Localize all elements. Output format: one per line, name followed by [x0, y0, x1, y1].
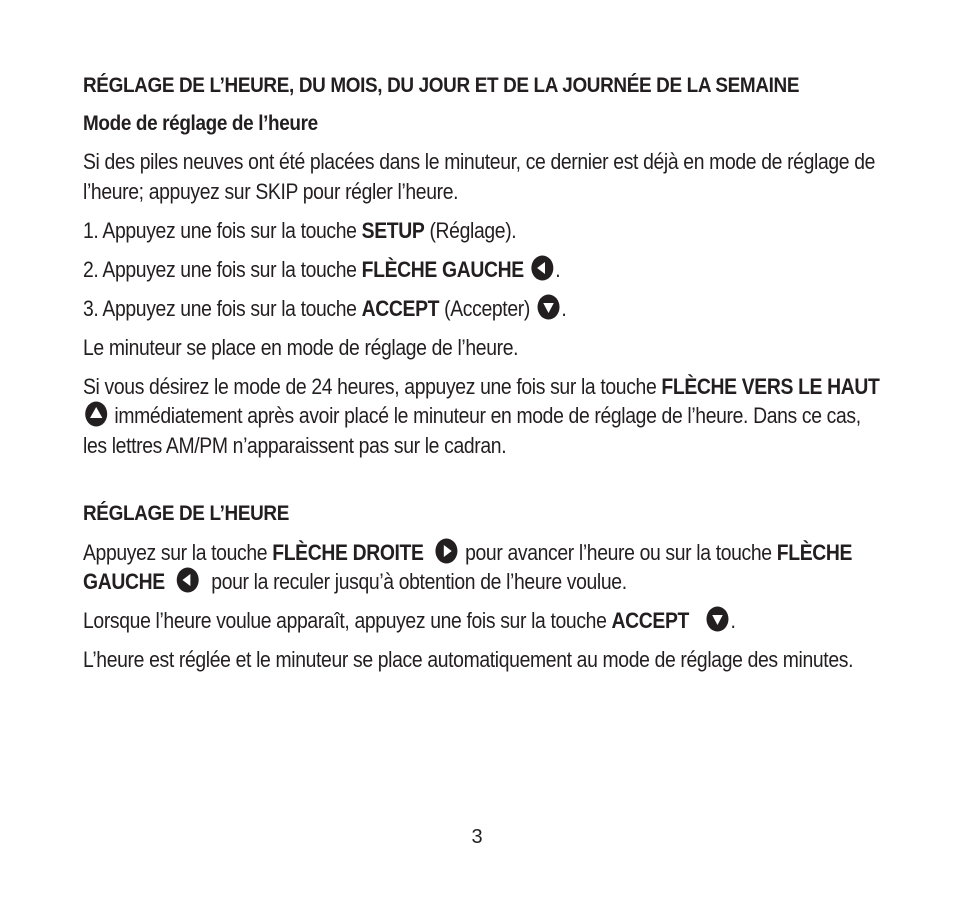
key-right-arrow: FLÈCHE DROITE — [272, 539, 424, 565]
arrow-down-icon — [537, 294, 560, 320]
intro-paragraph: Si des piles neuves ont été placées dans le minuteur, ce dernier est déjà en mode de réglage de l’heure; appuyez sur SKIP pour régler l’heure. — [83, 149, 876, 204]
section-heading-main: RÉGLAGE DE L’HEURE, DU MOIS, DU JOUR ET DE LA JOURNÉE DE LA SEMAINE — [83, 73, 800, 97]
section-heading-hour: RÉGLAGE DE L’HEURE — [83, 501, 290, 525]
page-number: 3 — [471, 826, 483, 848]
subheading-mode: Mode de réglage de l’heure — [83, 110, 318, 135]
mode-24h-paragraph: Si vous désirez le mode de 24 heures, appuyez une fois sur la touche FLÈCHE VERS LE HAUT immédiatement après avoir placé le minuteur en mode de réglage de l’heure. Dans ce cas, les lettres AM/PM n’apparaissent pas sur le cadran. — [83, 373, 880, 458]
hour-paragraph: Appuyez sur la touche FLÈCHE DROITE pour avancer l’heure ou sur la touche FLÈCHE GAUCHE pour la reculer jusqu’à obtention de l’heure voulue. — [83, 539, 853, 594]
step-1: 1. Appuyez une fois sur la touche SETUP (Réglage). — [83, 217, 517, 243]
key-up-arrow: FLÈCHE VERS LE HAUT — [661, 373, 880, 399]
key-setup: SETUP — [361, 217, 425, 243]
key-left-arrow-2: FLÈCHE GAUCHE — [83, 539, 853, 594]
step-2: 2. Appuyez une fois sur la touche FLÈCHE GAUCHE . — [83, 256, 561, 282]
final-paragraph: L’heure est réglée et le minuteur se place automatiquement au mode de réglage des minutes. — [83, 647, 854, 672]
arrow-up-icon — [85, 401, 108, 427]
arrow-left-icon — [177, 567, 200, 593]
mode-note: Le minuteur se place en mode de réglage de l’heure. — [83, 334, 519, 360]
key-left-arrow: FLÈCHE GAUCHE — [361, 256, 524, 282]
arrow-left-icon — [531, 255, 554, 281]
accept-paragraph: Lorsque l’heure voulue apparaît, appuyez une fois sur la touche ACCEPT . — [83, 608, 736, 633]
step-3: 3. Appuyez une fois sur la touche ACCEPT (Accepter) . — [83, 295, 567, 321]
key-accept-2: ACCEPT — [611, 608, 690, 633]
arrow-right-icon — [435, 538, 458, 564]
arrow-down-icon — [706, 606, 729, 632]
manual-page — [83, 71, 883, 684]
key-accept: ACCEPT — [361, 295, 440, 321]
